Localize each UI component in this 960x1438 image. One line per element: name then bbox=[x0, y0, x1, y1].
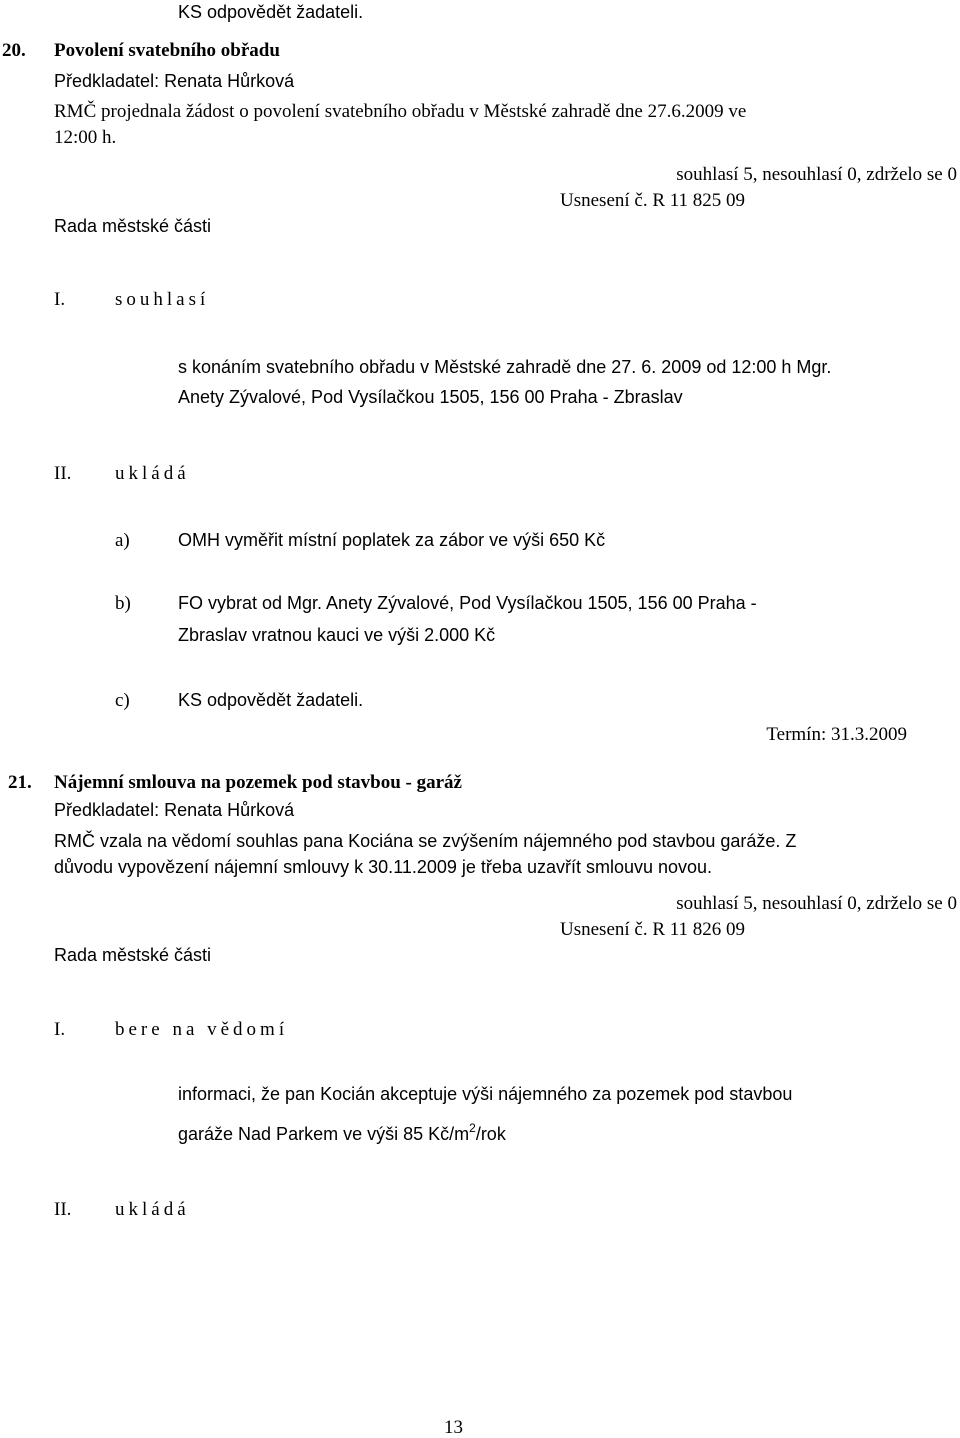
item-20-vote: souhlasí 5, nesouhlasí 0, zdrželo se 0 bbox=[676, 164, 957, 185]
item-20-council: Rada městské části bbox=[54, 216, 212, 236]
item-20-c-label: c) bbox=[115, 690, 130, 711]
item-21-section1-text-line2 bbox=[178, 1121, 506, 1144]
item-20-section2-number: II. bbox=[54, 463, 72, 484]
item-21-council: Rada městské části bbox=[54, 945, 212, 965]
item-20-number: 20. bbox=[2, 40, 26, 61]
item-20-b-text-line1: FO vybrat od Mgr. Anety Zývalové, Pod Vysílačkou 1505, 156 00 Praha - bbox=[178, 593, 757, 613]
item-20-body-line1: RMČ projednala žádost o povolení svatebního obřadu v Městské zahradě dne 27.6.2009 ve bbox=[54, 101, 747, 122]
item-21-section1-text-line1: informaci, že pan Kocián akceptuje výši nájemného za pozemek pod stavbou bbox=[178, 1084, 793, 1104]
item-20-a-text: OMH vyměřit místní poplatek za zábor ve výši 650 Kč bbox=[178, 530, 606, 550]
item-21-body-line1: RMČ vzala na vědomí souhlas pana Kociána se zvýšením nájemného pod stavbou garáže. Z bbox=[54, 831, 797, 851]
item-21-section1-number: I. bbox=[54, 1019, 66, 1040]
item-21-submitter: Předkladatel: Renata Hůrková bbox=[54, 800, 295, 820]
item-20-section1-text-line2: Anety Zývalové, Pod Vysílačkou 1505, 156 00 Praha - Zbraslav bbox=[178, 387, 683, 407]
item-21-section1-verb: bere na vědomí bbox=[115, 1019, 289, 1040]
item-20-section1-verb: souhlasí bbox=[115, 289, 210, 310]
item-20-section2-verb: ukládá bbox=[115, 463, 190, 484]
page-number: 13 bbox=[444, 1417, 463, 1438]
item-20-c-text: KS odpovědět žadateli. bbox=[178, 690, 364, 710]
item-20-section1-text-line1: s konáním svatebního obřadu v Městské zahradě dne 27. 6. 2009 od 12:00 h Mgr. bbox=[178, 357, 832, 377]
item-21-section2-verb: ukládá bbox=[115, 1199, 190, 1220]
item-20-title: Povolení svatebního obřadu bbox=[54, 40, 280, 61]
item-21-title: Nájemní smlouva na pozemek pod stavbou - garáž bbox=[54, 772, 462, 793]
item-20-body-line2: 12:00 h. bbox=[54, 127, 117, 148]
item-21-number: 21. bbox=[8, 772, 32, 793]
item-20-a-label: a) bbox=[115, 530, 130, 551]
item-21-body-line2: důvodu vypovězení nájemní smlouvy k 30.11.2009 je třeba uzavřít smlouvu novou. bbox=[54, 857, 713, 877]
previous-item-fragment: KS odpovědět žadateli. bbox=[178, 2, 364, 22]
item-20-b-text-line2: Zbraslav vratnou kauci ve výši 2.000 Kč bbox=[178, 625, 496, 645]
item-21-section2-number: II. bbox=[54, 1199, 72, 1220]
item-20-resolution: Usnesení č. R 11 825 09 bbox=[560, 190, 746, 211]
item-20-b-label: b) bbox=[115, 593, 131, 614]
item-21-vote: souhlasí 5, nesouhlasí 0, zdrželo se 0 bbox=[676, 893, 957, 914]
item-21-area-exponent: 2 bbox=[469, 1121, 476, 1135]
item-21-resolution: Usnesení č. R 11 826 09 bbox=[560, 919, 746, 940]
item-20-deadline: Termín: 31.3.2009 bbox=[766, 724, 907, 745]
item-21-rate-unit: /rok bbox=[475, 1124, 506, 1144]
item-21-area-text: garáže Nad Parkem ve výši 85 Kč/m bbox=[178, 1124, 470, 1144]
item-20-section1-number: I. bbox=[54, 289, 66, 310]
item-20-submitter: Předkladatel: Renata Hůrková bbox=[54, 71, 295, 91]
